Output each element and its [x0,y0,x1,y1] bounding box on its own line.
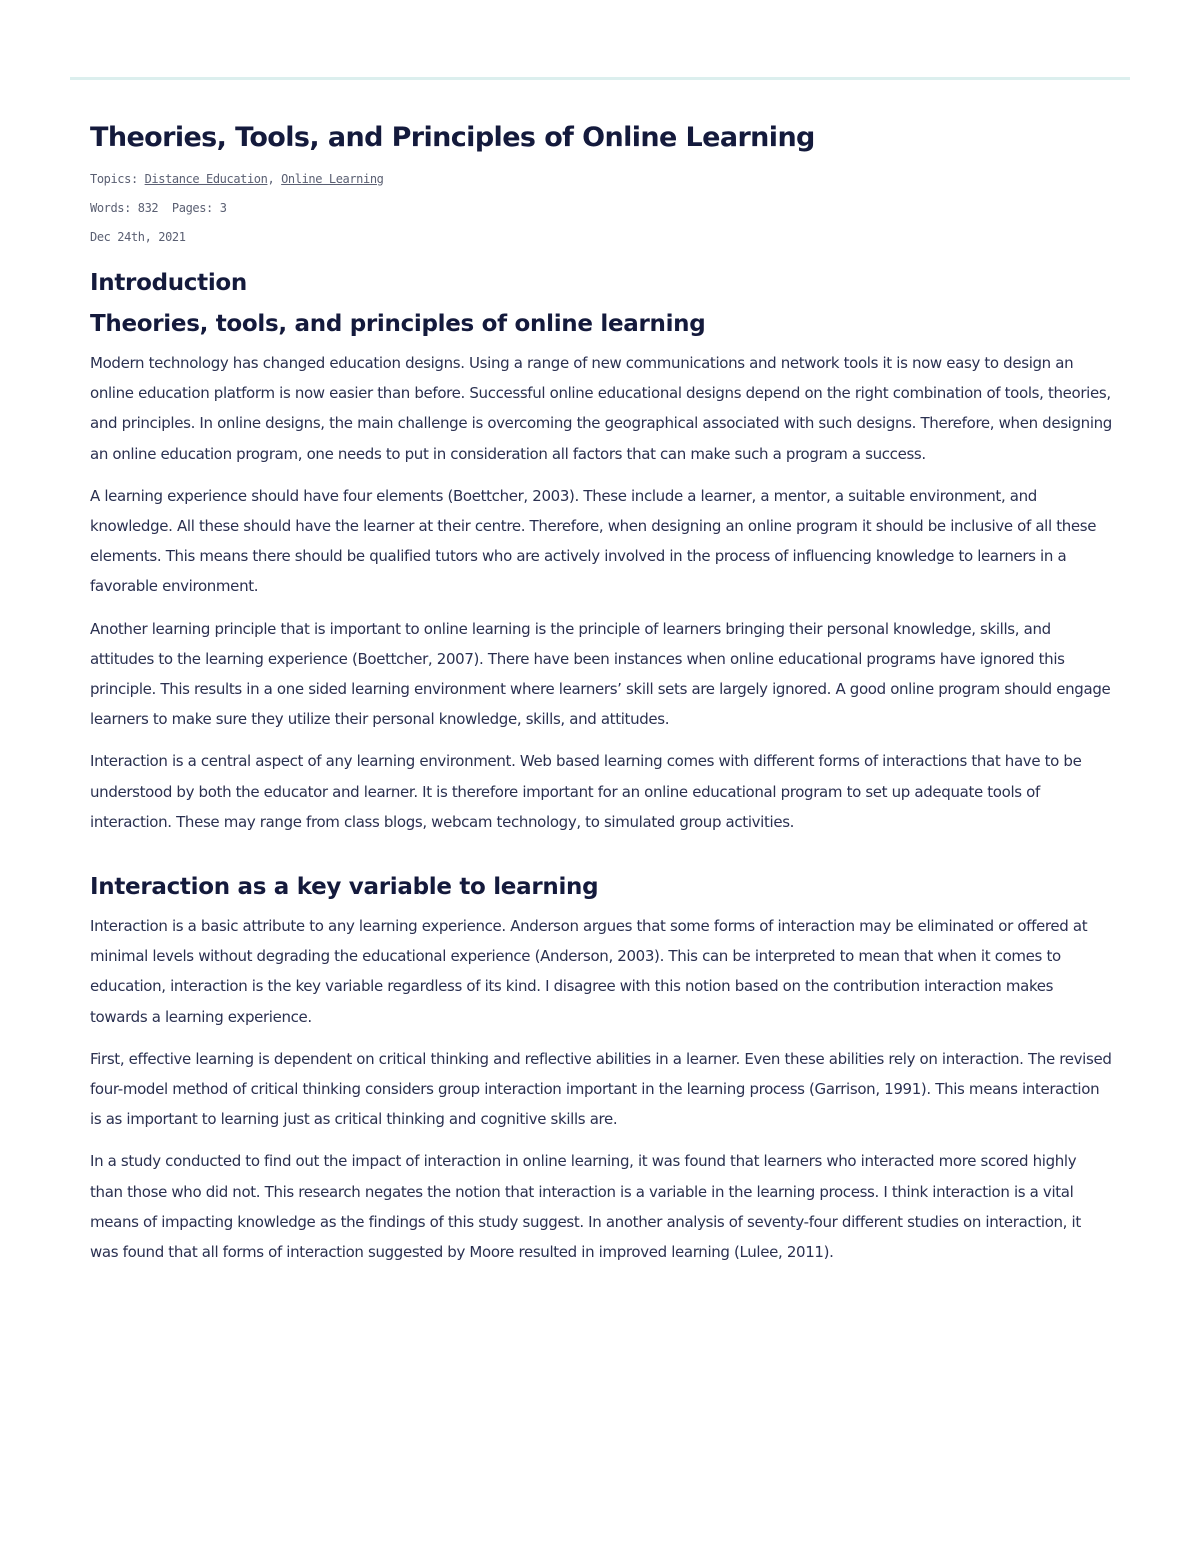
document-stats [90,200,1112,216]
topics-line [90,171,1112,187]
paragraph: Interaction is a central aspect of any learning environment. Web based learning comes with different forms of interactions that have to be understood by both the educator and learner. It is therefore important for an online educational program to set up adequate tools of interaction. These may range from class blogs, webcam technology, to simulated group activities. [90,752,1082,831]
section-heading-interaction: Interaction as a key variable to learning [90,874,599,901]
words-label: Words: [90,201,131,215]
paragraph: First, effective learning is dependent on critical thinking and reflective abilities in a learner. Even these abilities rely on interaction. The revised four-model method of critical thinking considers group interaction important in the learning process (Garrison, 1991). This means interaction is as important to learning just as critical thinking and cognitive skills are. [90,1049,1112,1129]
top-divider [70,77,1130,80]
topic-link-distance-education[interactable]: Distance Education [144,172,268,186]
section-heading-introduction: Introduction [90,270,247,296]
paragraph: A learning experience should have four elements (Boettcher, 2003). These include a learner, a mentor, a suitable environment, and knowledge. All these should have the learner at their centre. Therefore, when designing an online program it should be inclusive of all these elements. This means there should be qualified tutors who are actively involved in the process of influencing knowledge to learners in a favorable environment. [90,486,1097,596]
paragraph: Another learning principle that is important to online learning is the principle of learners bringing their personal knowledge, skills, and attitudes to the learning experience (Boettcher, 2007). There have been instances when online educational programs have ignored this principle. This results in a one sided learning environment where learners’ skill sets are largely ignored. A good online program should engage learners to make sure they utilize their personal knowledge, skills, and attitudes. [90,619,1111,729]
words-count: 832 [137,201,159,215]
section-heading-theories: Theories, tools, and principles of online learning [90,311,706,337]
topic-link-online-learning[interactable]: Online Learning [281,172,384,186]
paragraph: Interaction is a basic attribute to any learning experience. Anderson argues that some forms of interaction may be eliminated or offered at minimal levels without degrading the educational experience (Anderson, 2003). This can be interpreted to mean that when it comes to education, interaction is the key variable regardless of its kind. I disagree with this notion based on the contribution interaction makes towards a learning experience. [90,917,1088,1026]
topics-separator: , [267,172,275,186]
pages-count: 3 [219,201,227,215]
paragraph: Modern technology has changed education designs. Using a range of new communications and network tools it is now easy to design an online education platform is now easier than before. Successful online educational designs depend on the right combination of tools, theories, and principles. In online designs, the main challenge is overcoming the geographical associated with such designs. Therefore, when designing an online education program, one needs to put in consideration all factors that can make such a program a success. [90,354,1112,463]
publish-date: Dec 24th, 2021 [90,230,186,244]
pages-label: Pages: [171,201,213,215]
page-title: Theories, Tools, and Principles of Online Learning [90,122,815,153]
document-body [90,118,1112,1267]
topics-label: Topics: [90,172,138,186]
paragraph: In a study conducted to find out the impact of interaction in online learning, it was found that learners who interacted more scored highly than those who did not. This research negates the notion that interaction is a variable in the learning process. I think interaction is a vital means of impacting knowledge as the findings of this study suggest. In another analysis of seventy-four different studies on interaction, it was found that all forms of interaction suggested by Moore resulted in improved learning (Lulee, 2011). [90,1152,1081,1262]
